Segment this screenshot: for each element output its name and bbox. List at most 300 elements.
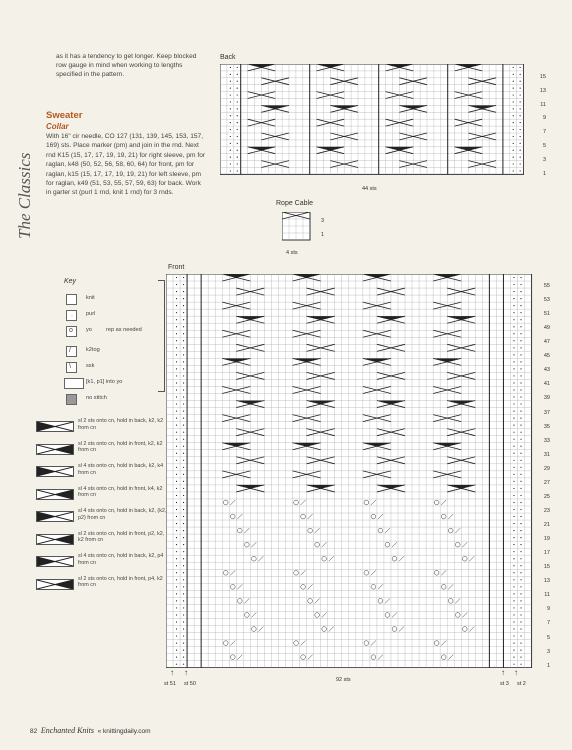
purl-dot <box>176 628 177 629</box>
purl-dot <box>513 361 514 362</box>
purl-dot <box>520 439 521 440</box>
purl-dot <box>513 460 514 461</box>
purl-dot <box>183 389 184 390</box>
back-chart-title: Back <box>220 54 236 61</box>
rope-chart-title: Rope Cable <box>276 200 313 207</box>
purl-dot <box>513 81 514 82</box>
purl-dot <box>520 312 521 313</box>
purl-dot <box>176 305 177 306</box>
purl-dot <box>183 375 184 376</box>
purl-dot <box>513 389 514 390</box>
purl-dot <box>513 502 514 503</box>
purl-dot <box>237 74 238 75</box>
purl-dot <box>183 340 184 341</box>
row-number: 7 <box>546 620 550 627</box>
cable-cross-icon <box>36 511 74 522</box>
body-text: With 16" cir needle, CO 127 (131, 139, 145, 153, 157, 169) sts. Place marker (pm) and join in the rnd. Next rnd K15 (15, 17, 17, 19, 19, 21) for right sleeve, pm for raglan, k48 (50, 52, 56, 58, 60, 64) for front, pm for raglan, k15 (15, 17, 17, 19, 19, 21) for left sleeve, pm for raglan, k49 (51, 53, 55, 57, 59, 63) for back. Work in garter st (purl 1 rnd, knit 1 rnd) for 3 rnds. <box>46 133 206 197</box>
purl-dot <box>183 396 184 397</box>
row-number: 49 <box>543 325 550 332</box>
purl-dot <box>183 642 184 643</box>
purl-dot <box>513 74 514 75</box>
purl-dot <box>183 586 184 587</box>
cable-key-label: sl 2 sts onto cn, hold in front, k2, k2 from cn <box>78 440 163 454</box>
row-number: 3 <box>542 156 546 163</box>
row-number: 1 <box>546 662 550 669</box>
website: knittingdaily.com <box>103 728 151 735</box>
row-number: 31 <box>543 451 550 458</box>
purl-dot <box>176 509 177 510</box>
row-number: 1 <box>320 232 324 238</box>
cable-key-label: sl 2 sts onto cn, hold in front, p2, k2, k2 from cn <box>78 530 165 544</box>
purl-dot <box>520 628 521 629</box>
purl-dot <box>520 600 521 601</box>
purl-dot <box>183 403 184 404</box>
row-number: 3 <box>320 218 324 224</box>
key-title: Key <box>64 278 77 285</box>
purl-dot <box>183 418 184 419</box>
purl-dot <box>183 600 184 601</box>
row-number: 7 <box>542 129 546 136</box>
purl-dot <box>513 122 514 123</box>
purl-dot <box>176 530 177 531</box>
purl-dot <box>520 467 521 468</box>
purl-dot <box>230 101 231 102</box>
purl-dot <box>520 67 521 68</box>
purl-dot <box>183 333 184 334</box>
purl-dot <box>520 115 521 116</box>
key-item-label: no stitch <box>86 395 107 401</box>
purl-dot <box>230 67 231 68</box>
purl-dot <box>513 446 514 447</box>
purl-dot <box>513 565 514 566</box>
row-number: 51 <box>543 311 550 318</box>
purl-dot <box>176 607 177 608</box>
row-number: 25 <box>543 493 550 500</box>
footer: 82 Enchanted Knits « knittingdaily.com <box>30 726 151 735</box>
purl-dot <box>520 544 521 545</box>
purl-dot <box>520 291 521 292</box>
cable-key-label: sl 4 sts onto cn, hold in front, k4, k2 from cn <box>78 485 163 499</box>
label-st51: st 51 <box>164 681 176 687</box>
side-title: The Classics <box>15 152 34 239</box>
arrow-st50-icon: ↑ <box>184 668 188 677</box>
purl-dot <box>237 81 238 82</box>
purl-dot <box>176 579 177 580</box>
purl-dot <box>520 88 521 89</box>
row-number: 15 <box>543 564 550 571</box>
purl-dot <box>520 488 521 489</box>
purl-dot <box>513 537 514 538</box>
purl-dot <box>176 551 177 552</box>
purl-dot <box>230 129 231 130</box>
purl-dot <box>513 593 514 594</box>
row-number: 35 <box>543 423 550 430</box>
purl-dot <box>520 657 521 658</box>
purl-dot <box>176 446 177 447</box>
purl-dot <box>520 481 521 482</box>
rope-cable-chart <box>282 212 312 242</box>
purl-dot <box>513 586 514 587</box>
purl-dot <box>183 481 184 482</box>
purl-dot <box>513 467 514 468</box>
purl-dot <box>513 284 514 285</box>
purl-dot <box>176 537 177 538</box>
purl-dot <box>237 129 238 130</box>
purl-dot <box>520 333 521 334</box>
purl-dot <box>520 354 521 355</box>
cable-cross-icon <box>36 534 74 545</box>
purl-dot <box>513 418 514 419</box>
row-number: 13 <box>543 578 550 585</box>
purl-dot <box>230 94 231 95</box>
purl-dot <box>513 530 514 531</box>
back-row-numbers <box>526 64 546 180</box>
purl-dot <box>183 326 184 327</box>
purl-dot <box>520 551 521 552</box>
purl-dot <box>520 81 521 82</box>
purl-dot <box>176 277 177 278</box>
purl-dot <box>183 530 184 531</box>
purl-dot <box>176 319 177 320</box>
purl-dot <box>183 558 184 559</box>
purl-dot <box>176 572 177 573</box>
purl-dot <box>176 333 177 334</box>
row-number: 33 <box>543 437 550 444</box>
purl-dot <box>513 403 514 404</box>
purl-dot <box>520 418 521 419</box>
purl-dot <box>237 94 238 95</box>
page-number: 82 <box>30 728 38 735</box>
purl-dot <box>520 74 521 75</box>
purl-dot <box>513 523 514 524</box>
purl-dot <box>176 586 177 587</box>
cable-cross-icon <box>36 579 74 590</box>
purl-dot <box>520 495 521 496</box>
row-number: 5 <box>546 634 550 641</box>
purl-dot <box>237 122 238 123</box>
purl-dot <box>176 474 177 475</box>
purl-dot <box>176 439 177 440</box>
row-number: 53 <box>543 297 550 304</box>
purl-dot <box>183 516 184 517</box>
purl-dot <box>176 298 177 299</box>
purl-dot <box>520 170 521 171</box>
purl-dot <box>176 635 177 636</box>
purl-dot <box>176 657 177 658</box>
purl-dot <box>520 382 521 383</box>
purl-dot <box>176 600 177 601</box>
purl-dot <box>520 565 521 566</box>
purl-dot <box>513 516 514 517</box>
front-chart <box>166 274 534 668</box>
purl-dot <box>520 94 521 95</box>
purl-dot <box>513 579 514 580</box>
purl-dot <box>176 326 177 327</box>
row-number: 9 <box>546 606 550 613</box>
purl-dot <box>176 650 177 651</box>
arrow-st51-icon: ↑ <box>170 668 174 677</box>
purl-dot <box>183 621 184 622</box>
purl-dot <box>520 396 521 397</box>
purl-dot <box>520 650 521 651</box>
purl-dot <box>183 319 184 320</box>
purl-dot <box>183 284 184 285</box>
row-number: 45 <box>543 353 550 360</box>
row-number: 19 <box>543 536 550 543</box>
front-chart-title: Front <box>168 264 185 271</box>
purl-dot <box>183 628 184 629</box>
purl-dot <box>230 157 231 158</box>
row-number: 27 <box>543 479 550 486</box>
rope-row-numbers <box>314 212 324 242</box>
purl-dot <box>513 354 514 355</box>
purl-dot <box>183 551 184 552</box>
purl-dot <box>520 410 521 411</box>
purl-dot <box>513 650 514 651</box>
key-item-label: [k1, p1] into yo <box>86 379 123 385</box>
cable-key-item <box>36 576 166 606</box>
purl-dot <box>176 410 177 411</box>
purl-dot <box>513 157 514 158</box>
row-number: 41 <box>543 381 550 388</box>
purl-dot <box>176 453 177 454</box>
purl-dot <box>176 621 177 622</box>
purl-dot <box>183 305 184 306</box>
purl-dot <box>176 467 177 468</box>
purl-dot <box>520 368 521 369</box>
front-row-numbers <box>536 274 550 668</box>
purl-dot <box>183 298 184 299</box>
purl-dot <box>513 621 514 622</box>
purl-dot <box>513 551 514 552</box>
purl-dot <box>520 558 521 559</box>
purl-dot <box>183 410 184 411</box>
row-number: 21 <box>543 522 550 529</box>
yo-circle-icon: o <box>66 326 77 337</box>
purl-dot <box>183 650 184 651</box>
purl-dot <box>237 157 238 158</box>
purl-dot <box>513 509 514 510</box>
purl-dot <box>520 326 521 327</box>
purl-dot <box>183 425 184 426</box>
purl-dot <box>230 115 231 116</box>
back-chart <box>220 64 524 180</box>
purl-dot <box>176 593 177 594</box>
row-number: 17 <box>543 550 550 557</box>
purl-dot <box>183 382 184 383</box>
purl-dot <box>520 446 521 447</box>
key-item-label: knit <box>86 295 95 301</box>
purl-dot <box>183 432 184 433</box>
purl-dot <box>513 657 514 658</box>
ssk-backslash-icon: \ <box>66 362 77 373</box>
purl-dot <box>183 565 184 566</box>
purl-dot <box>183 509 184 510</box>
purl-dot <box>230 163 231 164</box>
purl-dot <box>520 389 521 390</box>
purl-dot <box>520 572 521 573</box>
purl-dot <box>230 81 231 82</box>
purl-dot <box>520 284 521 285</box>
label-st50: st 50 <box>184 681 196 687</box>
no-stitch-gray-icon <box>66 394 77 405</box>
purl-dot <box>230 88 231 89</box>
purl-dot <box>230 108 231 109</box>
purl-dot <box>176 432 177 433</box>
row-number: 13 <box>539 87 546 94</box>
purl-dot <box>513 319 514 320</box>
purl-dot <box>520 607 521 608</box>
purl-dot <box>520 340 521 341</box>
purl-dot <box>513 488 514 489</box>
purl-dot <box>520 122 521 123</box>
purl-dot <box>520 277 521 278</box>
key-item-label: k2tog <box>86 347 100 353</box>
purl-dot <box>176 425 177 426</box>
purl-dot <box>513 136 514 137</box>
row-number: 9 <box>542 115 546 122</box>
row-number: 15 <box>539 74 546 80</box>
purl-dot <box>520 375 521 376</box>
cable-key-label: sl 2 sts onto cn, hold in front, p4, k2 from cn <box>78 575 163 589</box>
purl-dot <box>176 368 177 369</box>
purl-dot <box>513 481 514 482</box>
purl-dot <box>513 347 514 348</box>
purl-dot <box>176 495 177 496</box>
purl-dot <box>520 474 521 475</box>
cable-key-label: sl 4 sts onto cn, hold in back, k2, k4 from cn <box>78 463 164 476</box>
purl-dot <box>520 143 521 144</box>
purl-dot <box>183 572 184 573</box>
purl-dot <box>520 586 521 587</box>
row-number: 29 <box>543 465 550 472</box>
purl-dot <box>520 621 521 622</box>
purl-dot <box>520 361 521 362</box>
row-number: 5 <box>542 143 546 149</box>
purl-dot <box>513 108 514 109</box>
purl-dot <box>513 305 514 306</box>
purl-dot <box>513 163 514 164</box>
purl-dot <box>176 614 177 615</box>
purl-dot <box>513 368 514 369</box>
purl-dot <box>183 537 184 538</box>
label-st3: st 3 <box>500 681 509 687</box>
intro-text: as it has a tendency to get longer. Keep blocked row gauge in mind when working to lengths specified in the pattern. <box>56 53 197 78</box>
purl-dot <box>237 101 238 102</box>
row-number: 11 <box>544 592 550 599</box>
cable-key-label: sl 4 sts onto cn, hold in back, k2, (k2, p2) from cn <box>78 508 167 521</box>
row-number: 3 <box>546 648 550 655</box>
purl-dot <box>183 488 184 489</box>
purl-dot <box>183 593 184 594</box>
purl-dot <box>520 136 521 137</box>
purl-dot <box>237 163 238 164</box>
purl-dot <box>513 495 514 496</box>
purl-dot <box>176 375 177 376</box>
purl-dot <box>183 635 184 636</box>
purl-dot <box>520 516 521 517</box>
purl-dot <box>183 607 184 608</box>
purl-dot <box>513 664 514 665</box>
purl-dot <box>176 460 177 461</box>
purl-dot <box>183 291 184 292</box>
purl-dot <box>520 425 521 426</box>
purl-dot <box>183 657 184 658</box>
purl-dot <box>520 635 521 636</box>
purl-dot <box>183 523 184 524</box>
purl-dot <box>513 642 514 643</box>
knit-square-icon <box>66 294 77 305</box>
key-item-label: ssk <box>86 363 95 369</box>
section-heading: Sweater <box>46 110 83 121</box>
purl-dot <box>176 347 177 348</box>
purl-dot <box>176 418 177 419</box>
purl-dot <box>520 614 521 615</box>
purl-dot <box>513 291 514 292</box>
purl-dot <box>183 474 184 475</box>
purl-dot <box>513 439 514 440</box>
purl-dot <box>237 88 238 89</box>
purl-dot <box>520 460 521 461</box>
purl-dot <box>176 516 177 517</box>
row-number: 23 <box>543 507 550 514</box>
purl-dot <box>230 150 231 151</box>
cable-cross-icon <box>36 421 74 432</box>
purl-dot <box>520 453 521 454</box>
purl-dot <box>176 642 177 643</box>
purl-dot <box>230 170 231 171</box>
cable-cross-icon <box>36 556 74 567</box>
purl-dot <box>237 67 238 68</box>
purl-dot <box>230 143 231 144</box>
purl-dot <box>513 410 514 411</box>
key-item-label: purl <box>86 311 96 317</box>
purl-dot <box>183 277 184 278</box>
purl-dot <box>176 558 177 559</box>
purl-dot <box>513 101 514 102</box>
purl-dot <box>230 74 231 75</box>
purl-dot <box>513 88 514 89</box>
section-subheading: Collar <box>46 122 69 131</box>
purl-dot <box>183 664 184 665</box>
purl-dot <box>183 347 184 348</box>
purl-dot <box>513 614 514 615</box>
back-sts-label: 44 sts <box>362 186 377 192</box>
cable-cross-icon <box>36 444 74 455</box>
purl-dot <box>520 129 521 130</box>
purl-dot <box>237 115 238 116</box>
purl-dot <box>176 284 177 285</box>
purl-dot <box>520 593 521 594</box>
purl-dot <box>176 488 177 489</box>
purl-dot <box>176 361 177 362</box>
purl-dot <box>520 347 521 348</box>
purl-dot <box>176 502 177 503</box>
purl-dot <box>176 664 177 665</box>
purl-dot <box>176 523 177 524</box>
purl-dot <box>520 305 521 306</box>
purl-dot <box>520 537 521 538</box>
purl-dot <box>513 143 514 144</box>
purl-dot <box>183 495 184 496</box>
purl-dot <box>520 579 521 580</box>
purl-dot <box>176 403 177 404</box>
purl-dot <box>520 108 521 109</box>
key-item-label: yo <box>86 327 92 333</box>
purl-dot <box>183 439 184 440</box>
row-number: 47 <box>543 339 550 346</box>
purl-dot <box>513 326 514 327</box>
